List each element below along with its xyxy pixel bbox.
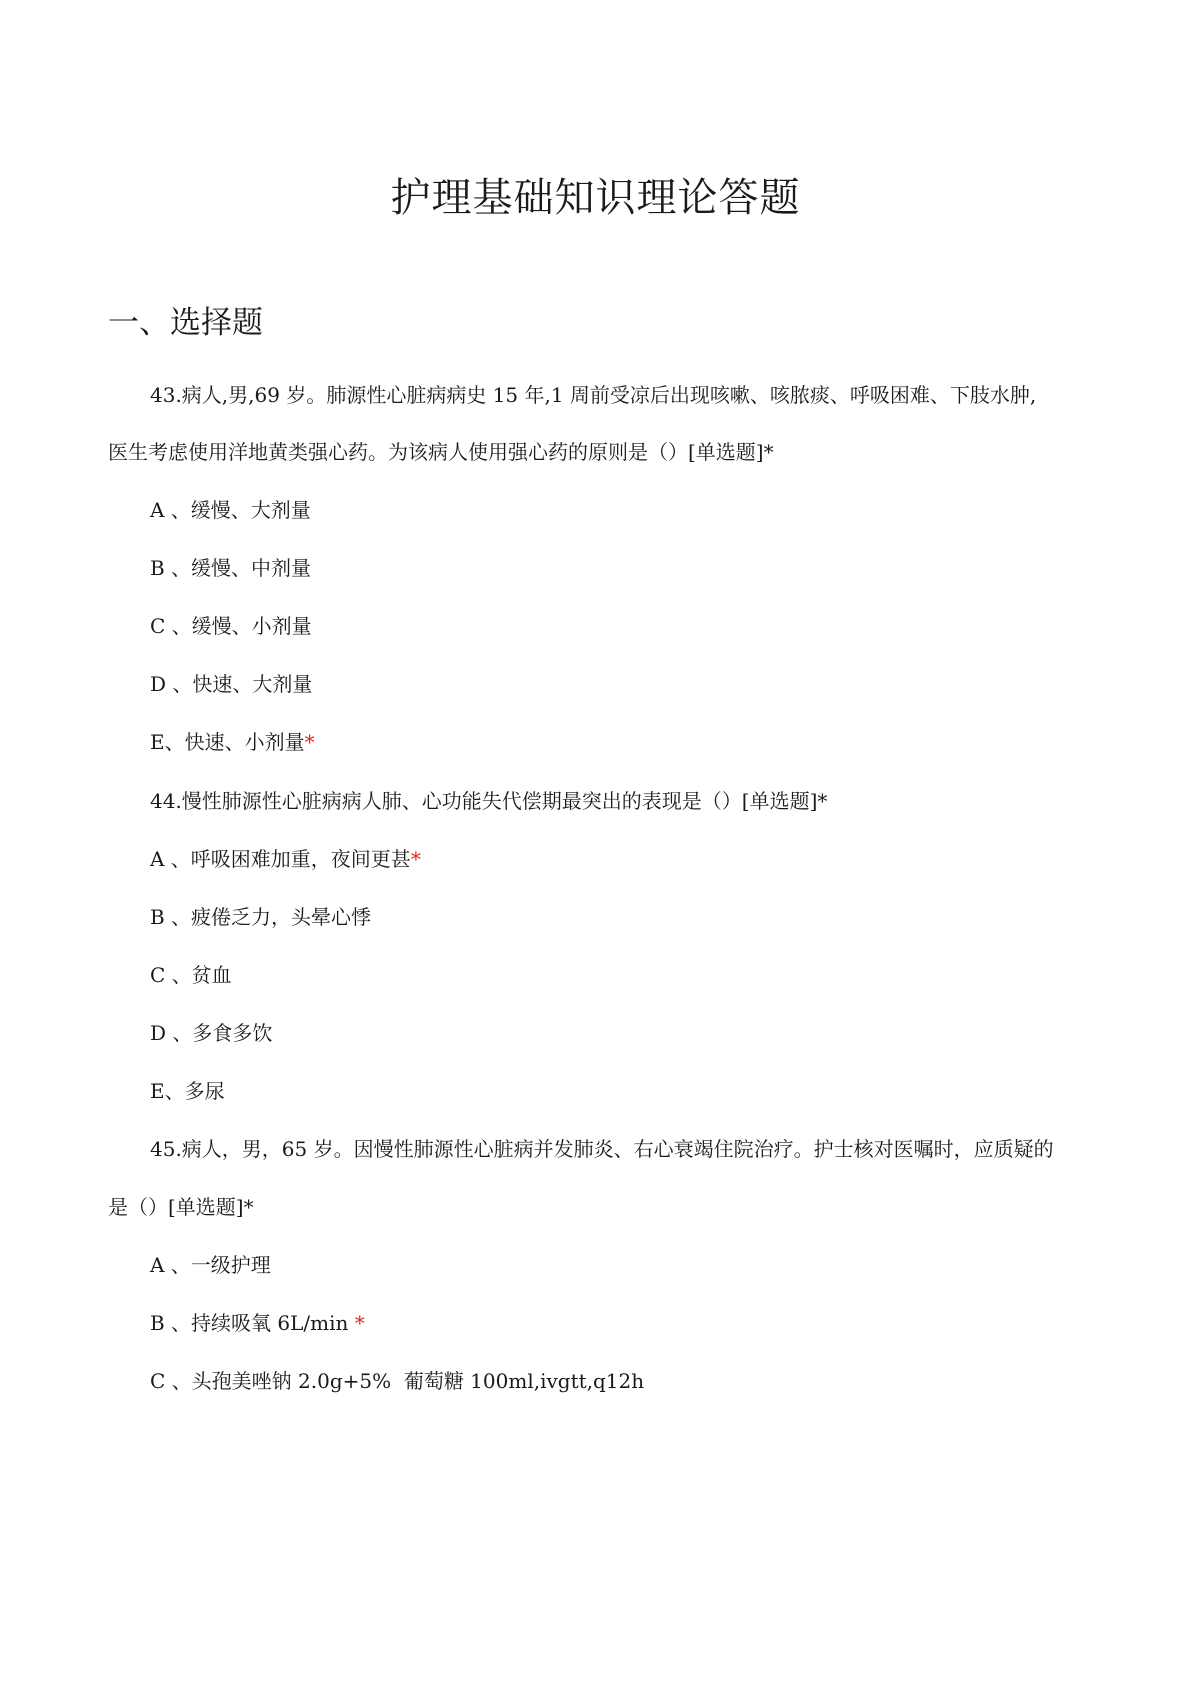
option-label: E、快速、小剂量 — [150, 730, 305, 754]
required-asterisk: * — [243, 1195, 254, 1219]
section-heading: 一、选择题 — [108, 305, 263, 341]
option-label: B 、缓慢、中剂量 — [150, 556, 312, 580]
option-label: E、多尿 — [150, 1079, 225, 1103]
option-label: A 、一级护理 — [150, 1253, 271, 1277]
question-45-line-1: 45.病人，男，65 岁。因慢性肺源性心脏病并发肺炎、右心衰竭住院治疗。护士核对医嘱时，应质疑的 — [150, 1137, 1054, 1161]
question-44-option-c — [150, 960, 232, 990]
question-45-option-b — [150, 1308, 365, 1338]
required-asterisk: * — [763, 440, 774, 464]
option-label: C 、缓慢、小剂量 — [150, 614, 312, 638]
question-44-option-a — [150, 844, 421, 874]
option-label: D 、快速、大剂量 — [150, 672, 313, 696]
question-43-option-d — [150, 669, 312, 699]
question-43-line-1: 43.病人,男,69 岁。肺源性心脏病病史 15 年,1 周前受凉后出现咳嗽、咳脓痰、呼吸困难、下肢水肿, — [150, 383, 1037, 407]
question-44-option-b — [150, 902, 371, 932]
required-asterisk: * — [817, 789, 828, 813]
option-label: A 、呼吸困难加重，夜间更甚 — [150, 847, 411, 871]
option-label: B 、持续吸氧 6L/min — [150, 1311, 355, 1335]
question-44-line-1 — [150, 786, 827, 816]
option-label: C 、头孢美唑钠 2.0g+5% 葡萄糖 100ml,ivgtt,q12h — [150, 1369, 645, 1393]
correct-answer-mark: * — [304, 730, 315, 754]
question-43-option-a — [150, 495, 311, 525]
question-44-option-e — [150, 1076, 225, 1106]
correct-answer-mark: * — [410, 847, 421, 871]
question-43-option-c — [150, 611, 312, 641]
option-label: B 、疲倦乏力，头晕心悸 — [150, 905, 372, 929]
question-43-text: 医生考虑使用洋地黄类强心药。为该病人使用强心药的原则是（）[单选题] — [108, 440, 764, 464]
question-45-option-c — [150, 1366, 644, 1396]
question-43-option-e — [150, 727, 315, 757]
question-45-line-2 — [108, 1192, 254, 1222]
question-44-text: 44.慢性肺源性心脏病病人肺、心功能失代偿期最突出的表现是（）[单选题] — [150, 789, 818, 813]
question-45-text: 是（）[单选题] — [108, 1195, 244, 1219]
document-title: 护理基础知识理论答题 — [390, 175, 801, 221]
question-44-option-d — [150, 1018, 272, 1048]
question-45-option-a — [150, 1250, 271, 1280]
option-label: A 、缓慢、大剂量 — [150, 498, 311, 522]
question-43-option-b — [150, 553, 311, 583]
question-43-line-2 — [108, 437, 774, 467]
correct-answer-mark: * — [354, 1311, 365, 1335]
option-label: D 、多食多饮 — [150, 1021, 273, 1045]
option-label: C 、贫血 — [150, 963, 232, 987]
